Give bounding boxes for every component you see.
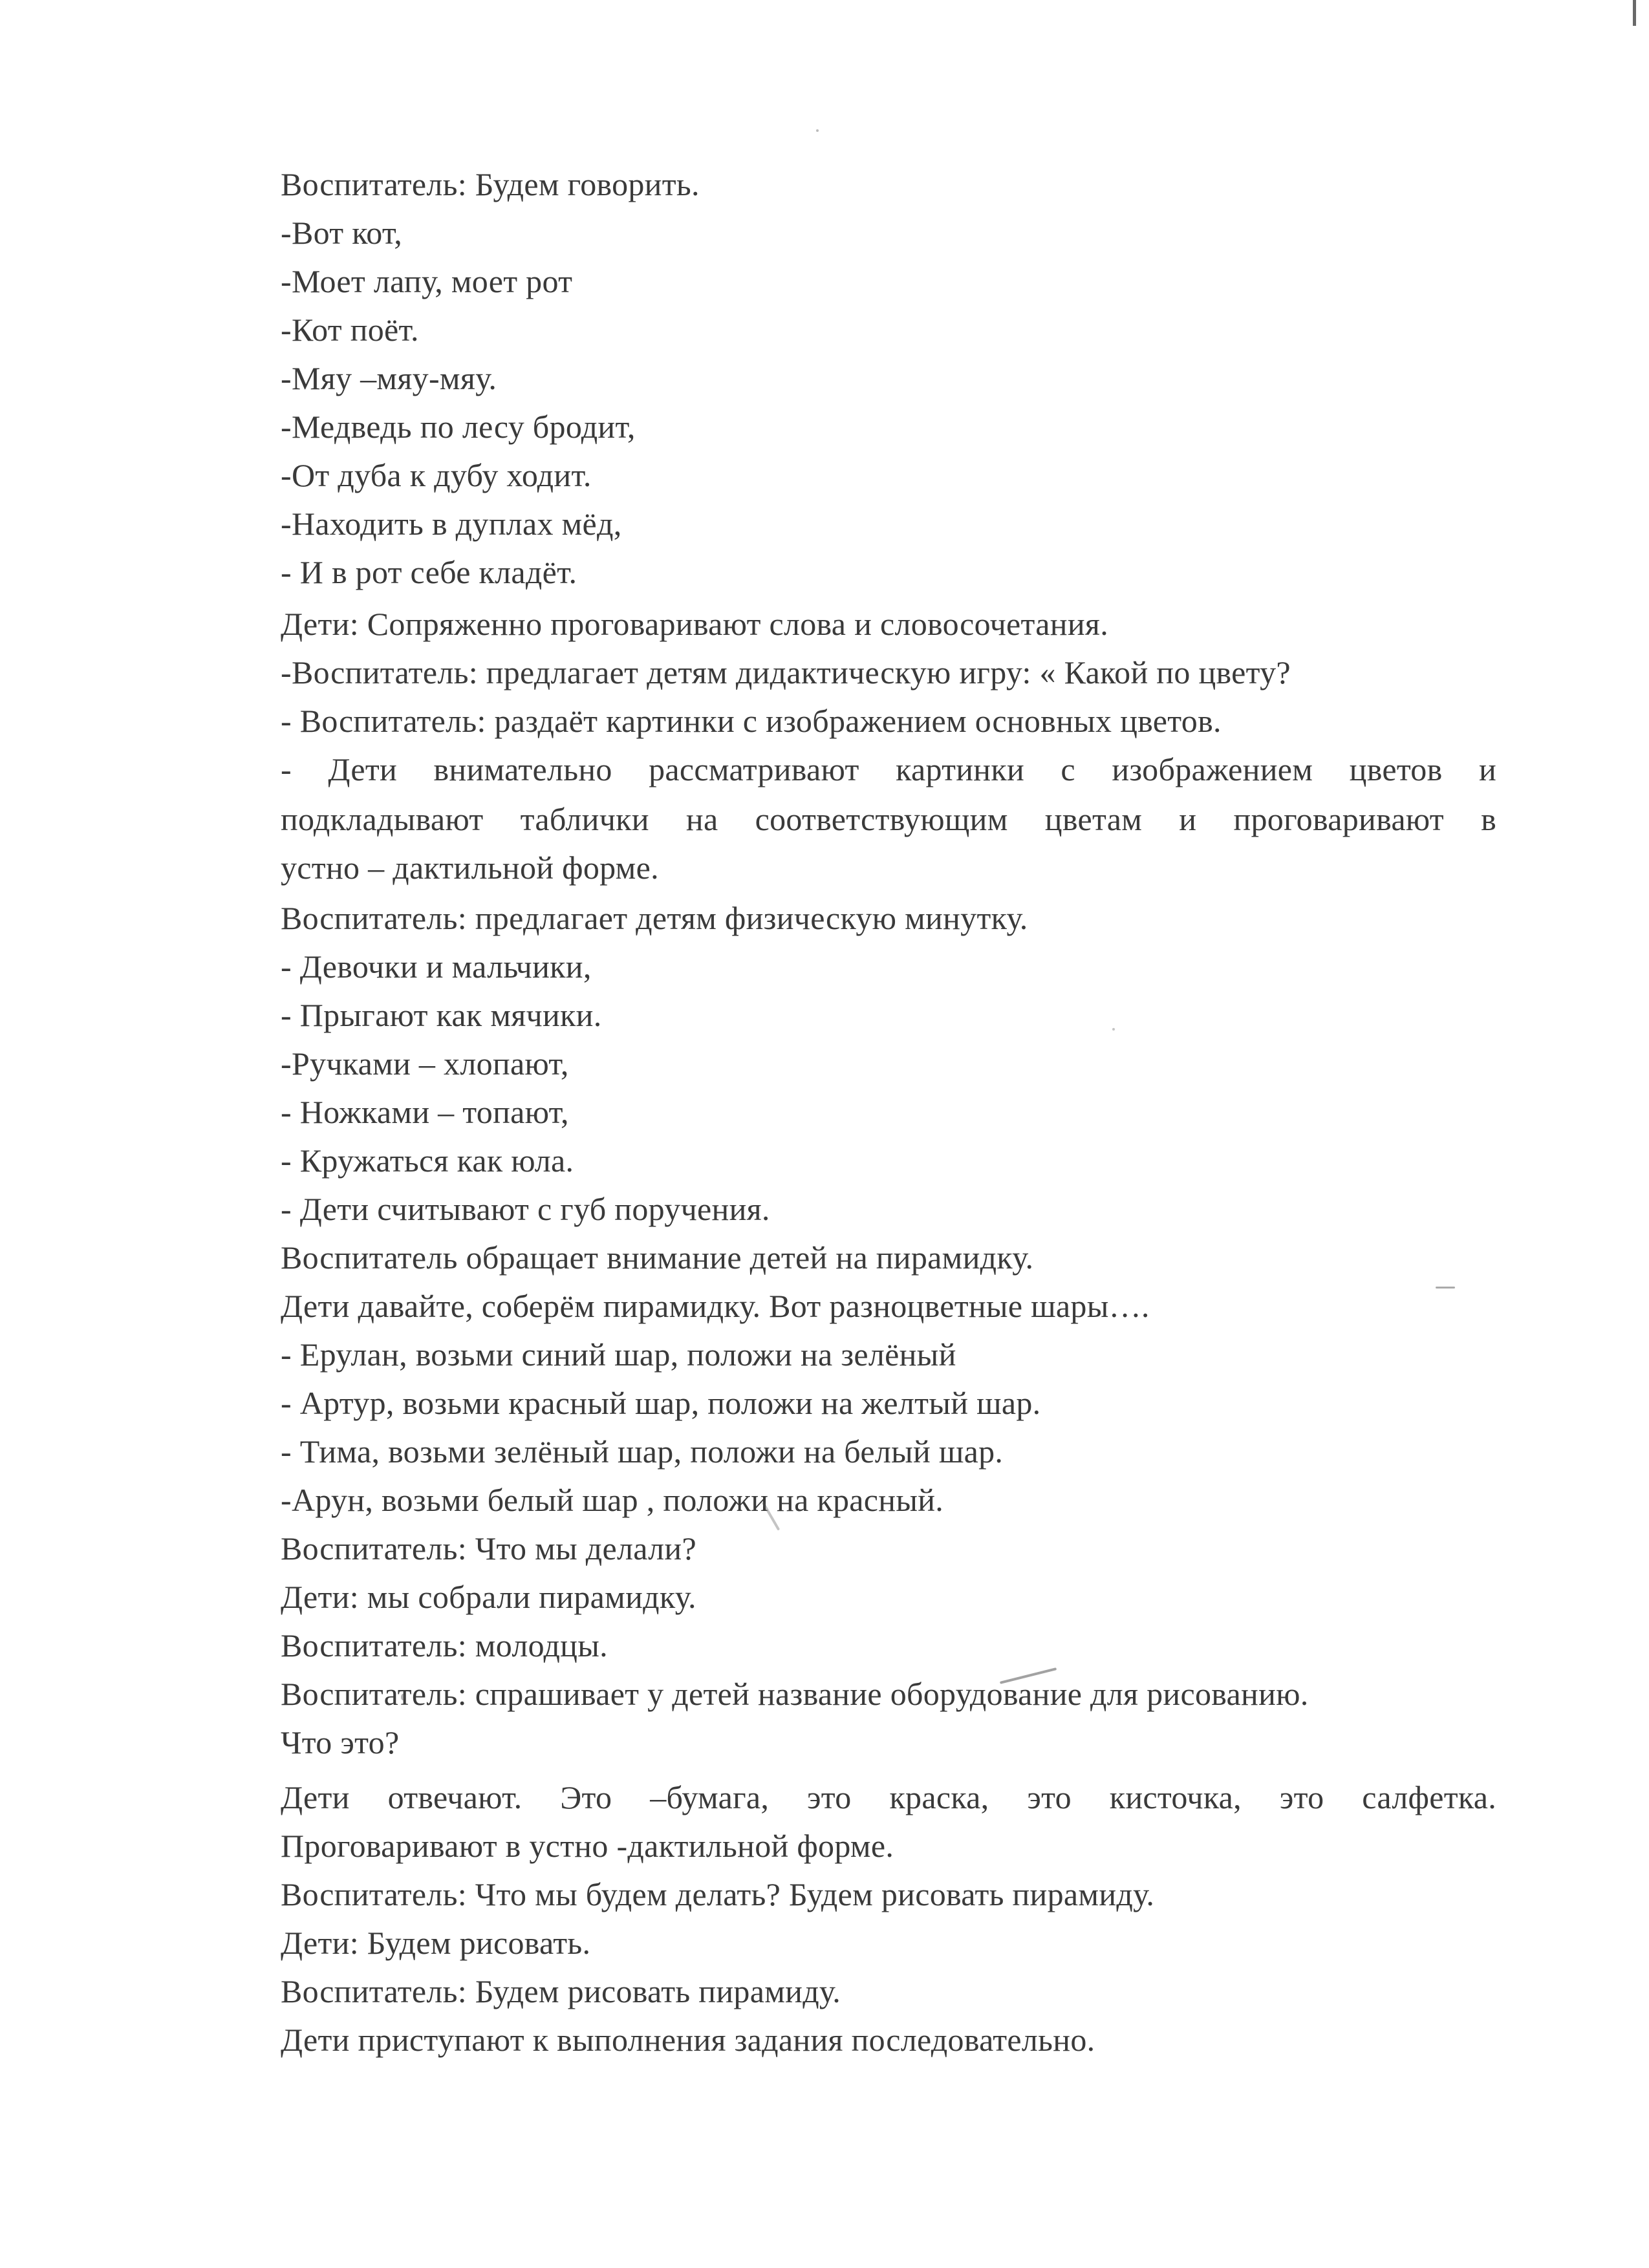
text-line: Дети приступают к выполнения задания последовательно. [281,2022,1095,2058]
text-line: -Воспитатель: предлагает детям дидактическую игру: « Какой по цвету? [281,654,1291,690]
text-line: - Тима, возьми зелёный шар, положи на белый шар. [281,1433,1004,1470]
text-line: Воспитатель: предлагает детям физическую минутку. [281,900,1028,936]
text-line: - Ножками – топают, [281,1094,569,1130]
text-line: -Ручками – хлопают, [281,1045,569,1082]
text-line: Воспитатель: спрашивает у детей название оборудование для рисованию. [281,1676,1309,1712]
text-line: Дети: Сопряженно проговаривают слова и словосочетания. [281,606,1109,642]
scan-speck [1436,1287,1455,1289]
text-line: устно – дактильной форме. [281,850,659,886]
text-line: -Моет лапу, моет рот [281,263,573,299]
text-line: Дети отвечают. Это –бумага, это краска, это кисточка, это салфетка. [281,1779,1496,1815]
text-line: Проговаривают в устно -дактильной форме. [281,1828,894,1864]
text-line: - Воспитатель: раздаёт картинки с изображением основных цветов. [281,703,1222,739]
text-line: Воспитатель: Будем рисовать пирамиду. [281,1973,841,2009]
text-line: - Ерулан, возьми синий шар, положи на зелёный [281,1336,956,1373]
text-line: - Кружаться как юла. [281,1142,574,1179]
text-line: -Находить в дуплах мёд, [281,506,622,542]
text-line: Дети давайте, соберём пирамидку. Вот разноцветные шары…. [281,1288,1150,1324]
text-line: - Артур, возьми красный шар, положи на желтый шар. [281,1385,1041,1421]
text-line: -Медведь по лесу бродит, [281,409,636,445]
text-line: -Мяу –мяу-мяу. [281,360,497,396]
scan-speck [1112,1028,1115,1031]
text-line: -Кот поёт. [281,312,419,348]
text-line: Что это? [281,1724,400,1760]
text-line: Дети: мы собрали пирамидку. [281,1579,696,1615]
text-line: подкладывают таблички на соответствующим цветам и проговаривают в [281,801,1496,837]
text-line: - Дети внимательно рассматривают картинки с изображением цветов и [281,751,1496,787]
text-line: Воспитатель: Что мы делали? [281,1530,696,1567]
text-line: -Вот кот, [281,215,403,251]
text-line: Воспитатель: Что мы будем делать? Будем рисовать пирамиду. [281,1876,1155,1912]
text-line: -От дуба к дубу ходит. [281,457,592,493]
text-line: Дети: Будем рисовать. [281,1925,591,1961]
scan-speck [401,1694,405,1700]
text-line: - И в рот себе кладёт. [281,554,577,590]
scan-speck [816,129,819,132]
text-line: - Прыгают как мячики. [281,997,602,1033]
text-line: Воспитатель: молодцы. [281,1627,608,1664]
text-line: Воспитатель обращает внимание детей на пирамидку. [281,1239,1034,1276]
text-line: -Арун, возьми белый шар , положи на красный. [281,1482,944,1518]
text-line: Воспитатель: Будем говорить. [281,166,700,202]
text-line: - Девочки и мальчики, [281,948,592,985]
text-line: - Дети считывают с губ поручения. [281,1191,770,1227]
